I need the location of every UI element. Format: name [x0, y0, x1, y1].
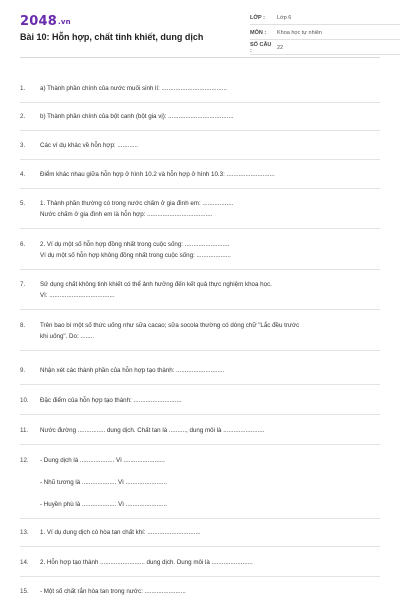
question-line: Vì: ......................................	[40, 292, 115, 299]
question-divider	[20, 384, 380, 385]
question-divider	[20, 228, 380, 229]
worksheet-title: Bài 10: Hỗn hợp, chất tinh khiết, dung dịch	[20, 32, 204, 42]
question-text	[40, 111, 380, 122]
question-line: 1. Ví dụ dung dịch có hòa tan chất khí: ...............................	[40, 529, 201, 536]
question-text	[40, 279, 380, 301]
question-line: 2. Hỗn hợp tạo thành .......................... dung dịch. Dung môi là ........................	[40, 559, 253, 566]
question-line: - Dung dịch là .................... Vì ........................	[40, 457, 165, 464]
question-number: 4.	[20, 171, 26, 178]
question-text	[40, 395, 380, 406]
worksheet-meta	[250, 12, 400, 57]
question-number: 5.	[20, 200, 26, 207]
question-text	[40, 425, 380, 436]
meta-value: Khoa học tự nhiên	[277, 30, 322, 36]
question-divider	[20, 188, 380, 189]
meta-label: LỚP :	[250, 15, 265, 21]
question-text	[40, 169, 380, 180]
question-line: b) Thành phần chính của bột canh (bột gia vị): ......................................	[40, 113, 234, 120]
question-line: khi uống". Do: ........	[40, 333, 95, 340]
question-divider	[20, 269, 380, 270]
question-number: 12.	[20, 457, 29, 464]
question-line: - Một số chất rắn hòa tan trong nước: ........................	[40, 588, 186, 595]
question-line: 1. Thành phần thường có trong nước chấm ở gia đình em: ..................	[40, 200, 234, 207]
question-number: 7.	[20, 281, 26, 288]
meta-label: MÔN :	[250, 30, 267, 36]
question-text	[40, 239, 380, 261]
question-line: Nước đường ................ dung dịch. Chất tan là .........., dung môi là ........................	[40, 427, 265, 434]
question-text	[40, 320, 380, 342]
question-text	[40, 557, 380, 568]
question-text	[40, 198, 380, 220]
meta-label: SỐ CÂU :	[250, 42, 272, 54]
question-number: 15.	[20, 588, 29, 595]
question-number: 11.	[20, 427, 29, 434]
question-divider	[20, 130, 380, 131]
question-line: Trên bao bì một số thức uống như sữa cacao; sữa socola thường có dòng chữ "Lắc đều trước	[40, 322, 300, 329]
site-logo[interactable]	[20, 14, 71, 29]
question-number: 13.	[20, 529, 29, 536]
question-divider	[20, 444, 380, 445]
question-number: 9.	[20, 367, 26, 374]
question-line: - Huyền phù là .................... Vì ........................	[40, 501, 167, 508]
question-line: - Nhũ tương là .................... Vì ........................	[40, 479, 167, 486]
question-line: Đặc điểm của hỗn hợp tạo thành: ............................	[40, 397, 182, 404]
question-text	[40, 455, 380, 510]
question-number: 6.	[20, 241, 26, 248]
question-line: Ví dụ một số hỗn hợp không đồng nhất trong cuộc sống: ....................	[40, 252, 231, 259]
meta-row-subject	[250, 27, 400, 40]
question-text	[40, 586, 380, 597]
question-number: 1.	[20, 85, 26, 92]
question-text	[40, 83, 380, 94]
question-divider	[20, 576, 380, 577]
question-number: 14.	[20, 559, 29, 566]
question-number: 2.	[20, 113, 26, 120]
logo-suffix: .vn	[57, 18, 71, 26]
question-line: Điểm khác nhau giữa hỗn hợp ở hình 10.2 và hỗn hợp ở hình 10.3: ............................	[40, 171, 275, 178]
meta-row-class	[250, 12, 400, 25]
question-divider	[20, 309, 380, 310]
question-number: 10.	[20, 397, 29, 404]
question-text	[40, 527, 380, 538]
question-divider	[20, 546, 380, 547]
question-divider	[20, 414, 380, 415]
question-text	[40, 140, 380, 151]
question-divider	[20, 102, 380, 103]
question-line: a) Thành phần chính của nước muối sinh lí: ......................................	[40, 85, 227, 92]
question-divider	[20, 350, 380, 351]
question-number: 8.	[20, 322, 26, 329]
meta-value: 22	[277, 45, 284, 51]
worksheet-header	[20, 0, 380, 58]
question-text	[40, 365, 380, 376]
question-line: Sử dụng chất không tinh khiết có thể ảnh hưởng đến kết quả thực nghiệm khoa học.	[40, 281, 272, 288]
question-number: 3.	[20, 142, 26, 149]
question-line: 2. Ví dụ một số hỗn hợp đồng nhất trong cuộc sống: ..........................	[40, 241, 230, 248]
question-line: Nước chấm ở gia đình em là hỗn hợp: ......................................	[40, 211, 213, 218]
question-line: Nhận xét các thành phần của hỗn hợp tạo thành: ............................	[40, 367, 225, 374]
meta-value: Lớp 6	[277, 15, 292, 21]
question-line: Các ví dụ khác về hỗn hợp: ............	[40, 142, 138, 149]
meta-row-count	[250, 42, 400, 55]
logo-text: 2048	[20, 14, 57, 29]
question-divider	[20, 518, 380, 519]
question-divider	[20, 159, 380, 160]
